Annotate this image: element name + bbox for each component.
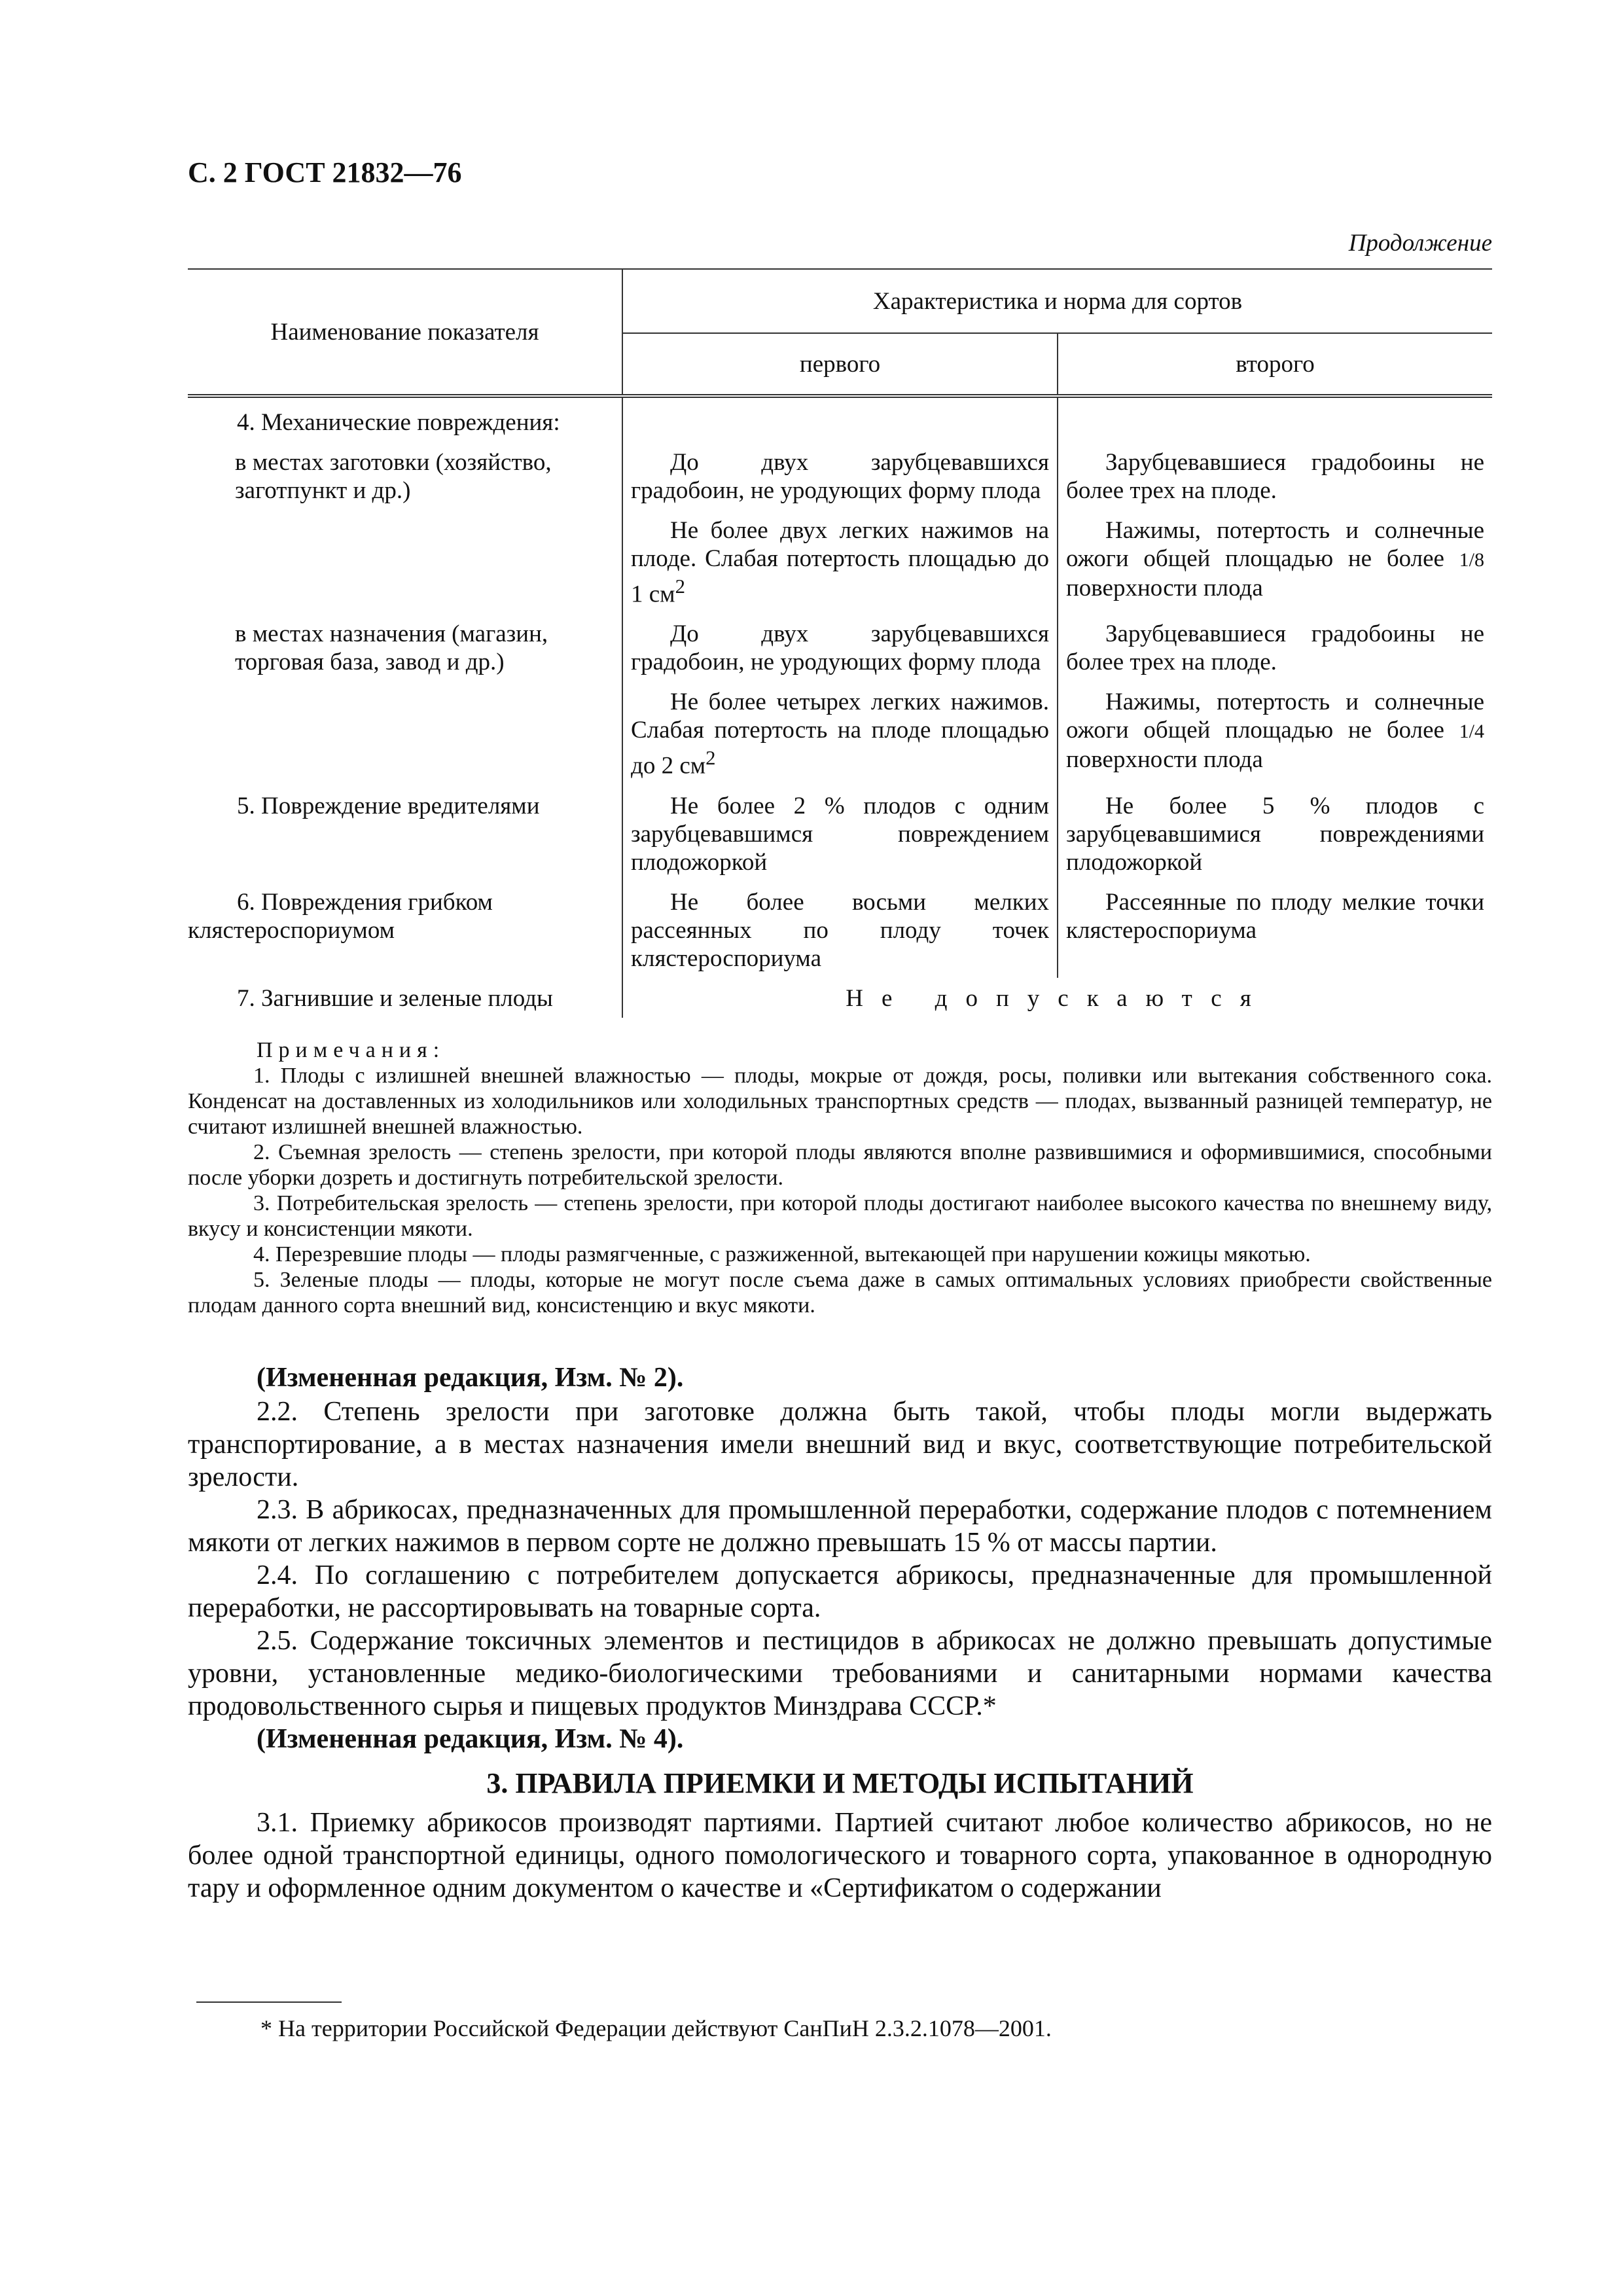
row-name: 5. Повреждение вредителями: [237, 792, 540, 819]
row-first: Не более восьми мелких рассеянных по плоду точек клястероспориума: [622, 882, 1058, 978]
footnote: * На территории Российской Федерации действуют СанПиН 2.3.2.1078—2001.: [260, 2015, 1052, 2041]
table-row: [188, 785, 1492, 882]
continuation-label: Продолжение: [1348, 230, 1492, 257]
note-item: 4. Перезревшие плоды — плоды размягченные, с разжиженной, вытекающей при нарушении кожицы мякотью.: [253, 1242, 1311, 1266]
section-title: 3. ПРАВИЛА ПРИЕМКИ И МЕТОДЫ ИСПЫТАНИЙ: [486, 1767, 1194, 1799]
body-text: [188, 1361, 1492, 1905]
paragraph: 2.5. Содержание токсичных элементов и пестицидов в абрикосах не должно превышать допустимые уровни, установленные медико-биологическими требованиями и санитарными нормами качества продовольственного сырья и пищевых продуктов Минздрава СССР.*: [188, 1626, 1492, 1721]
footnote-divider: [196, 2001, 342, 2003]
header-characteristic: Характеристика и норма для сортов: [622, 269, 1492, 333]
row-second: Рассеянные по плоду мелкие точки клястероспориума: [1058, 882, 1492, 978]
header-grade-second: второго: [1058, 333, 1492, 396]
row-second: Зарубцевавшиеся градобоины не более трех на плоде.: [1058, 613, 1492, 681]
note-item: 2. Съемная зрелость — степень зрелости, при которой плоды являются вполне развившимися и оформившимися, способными после уборки дозреть и достигнуть потребительской зрелости.: [188, 1140, 1492, 1190]
spec-table-container: [188, 268, 1492, 1018]
row-name: 4. Механические повреждения:: [237, 409, 560, 436]
cell-text: Не более двух легких нажимов на плоде. Слабая потертость площадью до 1 см: [631, 517, 1049, 608]
note-item: 1. Плоды с излишней внешней влажностью — плоды, мокрые от дождя, росы, поливки или вытекания собственного сока. Конденсат на доставленных из холодильников или холодильных транспортных средств — плодах, вызванный разницей температур, не считают излишней внешней влажностью.: [188, 1064, 1492, 1139]
row-second: Зарубцевавшиеся градобоины не более трех на плоде.: [1058, 442, 1492, 510]
fraction: 1/4: [1459, 721, 1485, 743]
row-second: [1058, 396, 1492, 442]
row-name: в местах заготовки (хозяйство, заготпункт и др.): [235, 449, 552, 504]
spec-table: [188, 268, 1492, 1018]
table-row: [188, 681, 1492, 785]
superscript: 2: [675, 575, 686, 598]
superscript: 2: [705, 747, 716, 770]
paragraph: 2.3. В абрикосах, предназначенных для промышленной переработки, содержание плодов с потемнением мякоти от легких нажимов в первом сорте не должно превышать 15 % от массы партии.: [188, 1495, 1492, 1558]
row-name: [188, 510, 622, 613]
row-first: [622, 396, 1058, 442]
header-grade-first: первого: [622, 333, 1058, 396]
cell-text: Нажимы, потертость и солнечные ожоги общей площадью не более: [1066, 689, 1485, 744]
row-second: [1058, 510, 1492, 613]
table-row: [188, 396, 1492, 442]
cell-text: поверхности плода: [1066, 575, 1263, 601]
row-first: Не более 2 % плодов с одним зарубцевавшимся повреждением плодожоркой: [622, 785, 1058, 882]
row-first: [622, 681, 1058, 785]
header-indicator-name: Наименование показателя: [188, 269, 622, 396]
note-item: 5. Зеленые плоды — плоды, которые не могут после съема даже в самых оптимальных условиях приобрести свойственные плодам данного сорта внешний вид, консистенцию и вкус мякоти.: [188, 1268, 1492, 1318]
table-row: [188, 978, 1492, 1018]
table-row: [188, 510, 1492, 613]
row-first: До двух зарубцевавшихся градобоин, не уродующих форму плода: [622, 442, 1058, 510]
row-first: [622, 510, 1058, 613]
row-second: [1058, 681, 1492, 785]
paragraph: 3.1. Приемку абрикосов производят партиями. Партией считают любое количество абрикосов, но не более одной транспортной единицы, одного помологического и товарного сорта, упакованное в однородную тару и оформленное одним документом о качестве и «Сертификатом о содержании: [188, 1808, 1492, 1903]
row-first: До двух зарубцевавшихся градобоин, не уродующих форму плода: [622, 613, 1058, 681]
table-row: [188, 613, 1492, 681]
note-item: 3. Потребительская зрелость — степень зрелости, при которой плоды достигают наиболее высокого качества по внешнему виду, вкусу и консистенции мякоти.: [188, 1191, 1492, 1241]
table-row: [188, 882, 1492, 978]
page-header: С. 2 ГОСТ 21832—76: [188, 156, 462, 188]
paragraph: 2.2. Степень зрелости при заготовке должна быть такой, чтобы плоды могли выдержать транспортирование, а в местах назначения имели внешний вид и вкус, соответствующие потребительской зрелости.: [188, 1397, 1492, 1492]
row-name: в местах назначения (магазин, торговая база, завод и др.): [235, 620, 548, 676]
row-value-spanned: Не допускаются: [622, 978, 1492, 1018]
amendment-note: (Измененная редакция, Изм. № 2).: [257, 1363, 684, 1393]
notes-block: [188, 1037, 1492, 1318]
row-name: 6. Повреждения грибком клястероспориумом: [188, 888, 493, 944]
cell-text: Нажимы, потертость и солнечные ожоги общей площадью не более: [1066, 517, 1485, 572]
notes-title: Примечания:: [257, 1038, 446, 1062]
row-name: 7. Загнившие и зеленые плоды: [237, 984, 553, 1012]
amendment-note: (Измененная редакция, Изм. № 4).: [257, 1724, 684, 1754]
table-row: [188, 442, 1492, 510]
cell-text: поверхности плода: [1066, 746, 1263, 774]
row-second: Не более 5 % плодов с зарубцевавшимися повреждениями плодожоркой: [1058, 785, 1492, 882]
paragraph: 2.4. По соглашению с потребителем допускается абрикосы, предназначенные для промышленной переработки, не рассортировывать на товарные сорта.: [188, 1560, 1492, 1623]
row-name: [188, 681, 622, 785]
cell-text: Не более четырех легких нажимов. Слабая потертость на плоде площадью до 2 см: [631, 689, 1049, 780]
fraction: 1/8: [1459, 549, 1485, 571]
